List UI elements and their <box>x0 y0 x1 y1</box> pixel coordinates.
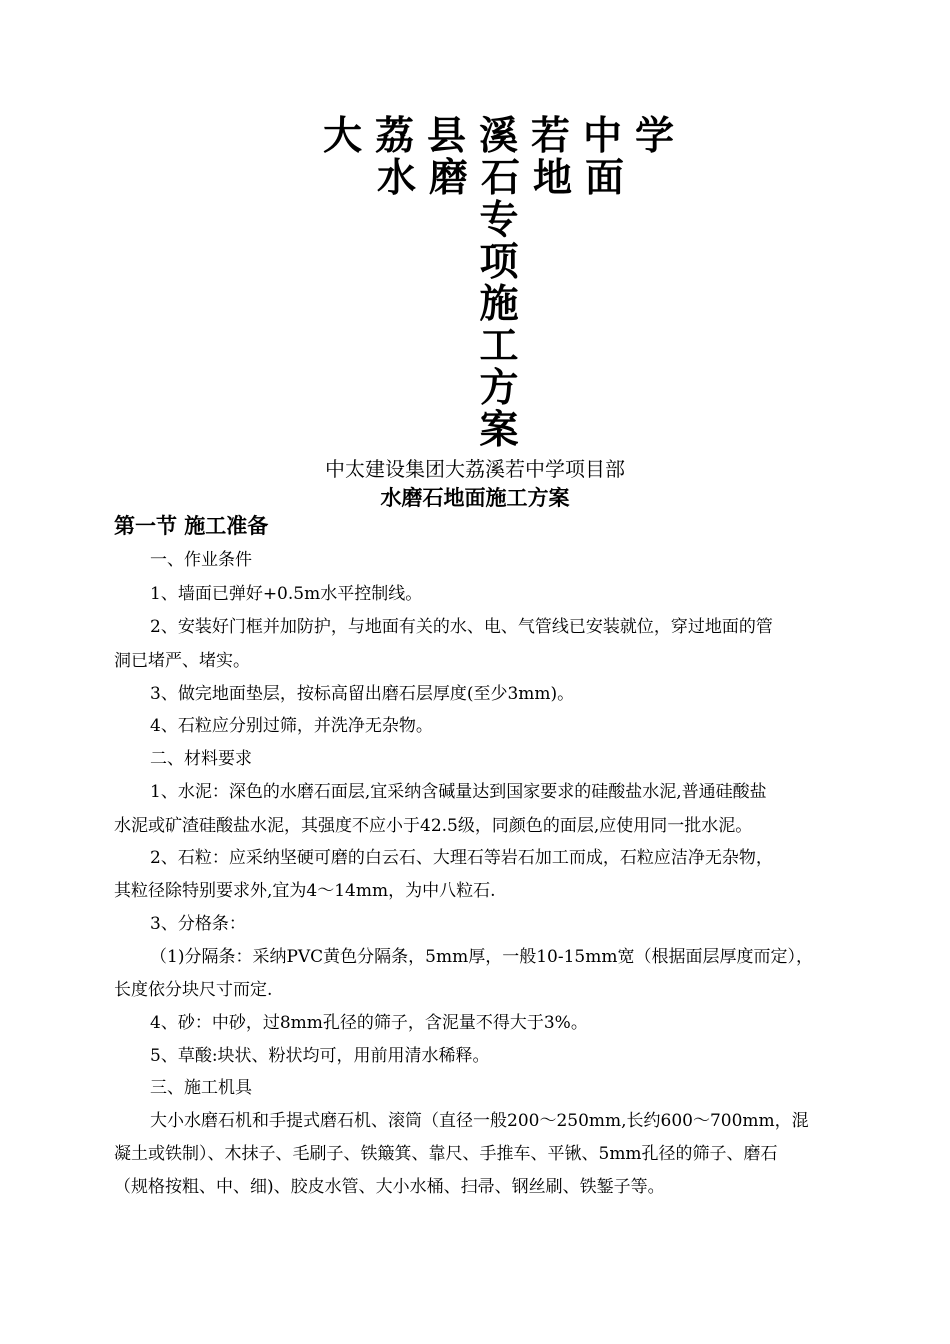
paragraph-line: 凝土或铁制）、木抹子、毛刷子、铁簸箕、靠尺、手推车、平锹、5mm孔径的筛子、磨石 <box>114 1144 778 1164</box>
paragraph-line: （规格按粗、中、细)、胶皮水管、大小水桶、扫帚、钢丝刷、铁錾子等。 <box>114 1177 665 1197</box>
paragraph-line: 1、墙面已弹好+0.5m水平控制线。 <box>150 584 423 604</box>
paragraph-line: 1、水泥：深色的水磨石面层,宜采纳含碱量达到国家要求的硅酸盐水泥,普通硅酸盐 <box>150 782 767 802</box>
title-vertical-char: 工 <box>479 324 519 369</box>
paragraph-line: 洞已堵严、堵实。 <box>114 651 250 671</box>
paragraph-line: 5、草酸:块状、粉状均可，用前用清水稀释。 <box>150 1046 490 1066</box>
paragraph-line: 2、石粒：应采纳坚硬可磨的白云石、大理石等岩石加工而成，石粒应洁净无杂物， <box>150 848 773 868</box>
title-vertical-char: 案 <box>479 408 519 453</box>
subsection-heading: 三、施工机具 <box>150 1078 252 1098</box>
paragraph-line: 4、石粒应分别过筛，并洗净无杂物。 <box>150 716 433 736</box>
paragraph-line: 3、做完地面垫层，按标高留出磨石层厚度(至少3mm)。 <box>150 684 575 704</box>
paragraph-line: （1)分隔条：采纳PVC黄色分隔条，5mm厚，一般10-15mm宽（根据面层厚度而定）， <box>150 947 813 967</box>
title-vertical-char: 施 <box>479 282 519 327</box>
document-title: 水磨石地面施工方案 <box>380 485 570 510</box>
section-heading: 第一节 施工准备 <box>114 514 269 538</box>
title-vertical-char: 方 <box>479 366 519 411</box>
paragraph-line: 其粒径除特别要求外,宜为4～14mm，为中八粒石. <box>114 881 496 901</box>
organization-line: 中太建设集团大荔溪若中学项目部 <box>325 457 625 481</box>
subsection-heading: 二、材料要求 <box>150 749 252 769</box>
subsection-heading: 一、作业条件 <box>150 550 252 570</box>
paragraph-line: 大小水磨石机和手提式磨石机、滚筒（直径一般200～250mm,长约600～700mm，混 <box>150 1111 809 1131</box>
paragraph-line: 2、安装好门框并加防护，与地面有关的水、电、气管线已安装就位，穿过地面的管 <box>150 617 773 637</box>
title-vertical-char: 项 <box>479 240 519 285</box>
paragraph-line: 3、分格条： <box>150 914 246 934</box>
paragraph-line: 长度依分块尺寸而定. <box>114 980 273 1000</box>
title-vertical-char: 专 <box>479 198 519 243</box>
paragraph-line: 水泥或矿渣硅酸盐水泥，其强度不应小于42.5级，同颜色的面层,应使用同一批水泥。 <box>114 816 753 836</box>
title-line-2: 水磨石地面 <box>377 156 638 201</box>
title-line-1: 大荔县溪若中学 <box>323 114 688 159</box>
paragraph-line: 4、砂：中砂，过8mm孔径的筛子，含泥量不得大于3%。 <box>150 1013 588 1033</box>
